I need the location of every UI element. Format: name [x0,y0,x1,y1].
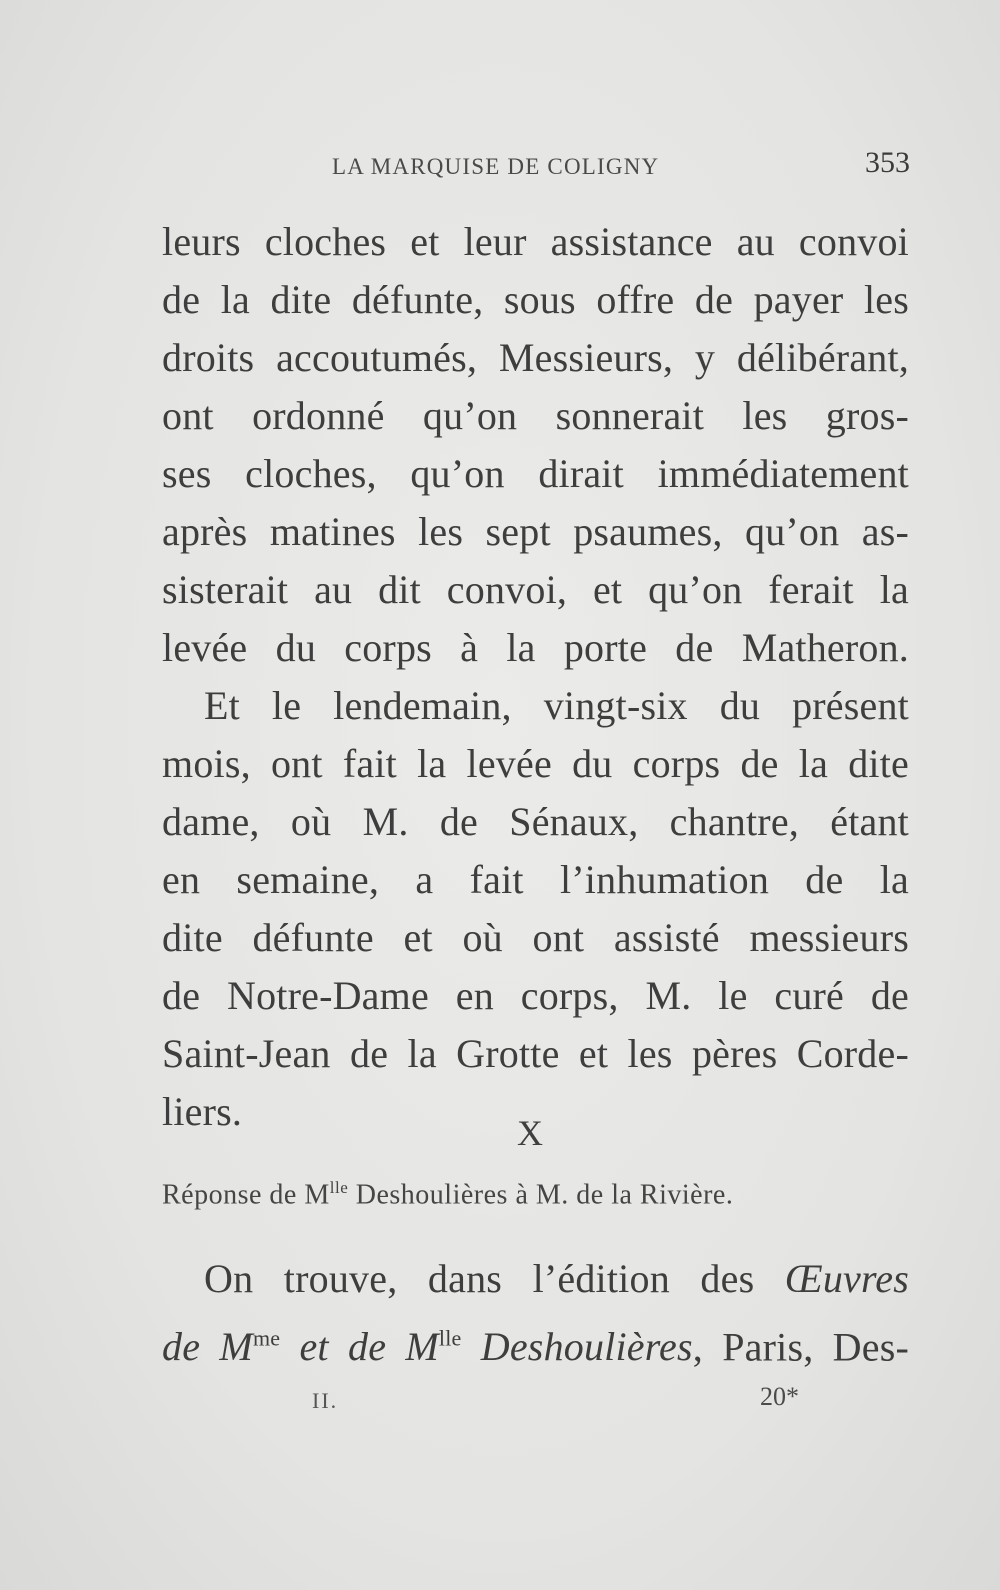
text-line: liers. [162,1089,243,1134]
section-numeral [0,1112,1000,1154]
text-italic-part: de M [162,1324,253,1370]
volume-number: II. [312,1388,339,1413]
text-sup: me [252,1326,281,1351]
text-line [162,1249,909,1309]
running-title: LA MARQUISE DE COLIGNY [332,154,660,179]
text-plain: On trouve, dans l’édition des [204,1256,785,1301]
section-body [162,1249,909,1369]
signature-mark: 20* [760,1382,799,1411]
text-line: dame, où M. de Sénaux, chantre, étant [162,799,909,844]
text-line: Saint-Jean de la Grotte et les pères Corde- [162,1031,909,1076]
text-line: après matines les sept psaumes, qu’on as- [162,509,909,554]
text-line: droits accoutumés, Messieurs, y délibérant, [162,335,909,380]
text-line: mois, ont fait la levée du corps de la dite [162,741,909,786]
text-italic-part: et de M [280,1324,439,1370]
section-title-text: Réponse de M [162,1179,330,1211]
text-line: de Notre-Dame en corps, M. le curé de [162,973,909,1018]
text-line: sisterait au dit convoi, et qu’on ferait la [162,567,909,612]
text-italic-part: Deshoulières [461,1324,693,1370]
text-sup: lle [438,1326,462,1351]
text-line: dite défunte et où ont assisté messieurs [162,915,909,960]
text-line: de la dite défunte, sous offre de payer les [162,277,909,322]
running-header [162,146,912,190]
text-line: leurs cloches et leur assistance au convoi [162,219,909,264]
page-footer [0,1384,1000,1424]
text-line [162,1309,909,1369]
text-line: levée du corps à la porte de Matheron. [162,625,909,670]
section-title-text-end: Deshoulières à M. de la Rivière. [348,1179,734,1211]
text-line: ont ordonné qu’on sonnerait les gros- [162,393,909,438]
text-italic [162,1324,693,1369]
text-plain: , Paris, Des- [692,1324,909,1370]
text-italic: Œuvres [784,1256,909,1301]
section-title [162,1178,914,1211]
body-text [162,213,909,1141]
text-line: en semaine, a fait l’inhumation de la [162,857,909,902]
page-number: 353 [865,146,910,179]
section-title-sup: lle [329,1178,349,1197]
text-line: Et le lendemain, vingt-six du présent [204,683,909,728]
section-numeral-text: X [517,1113,543,1153]
text-line: ses cloches, qu’on dirait immédiatement [162,451,909,496]
